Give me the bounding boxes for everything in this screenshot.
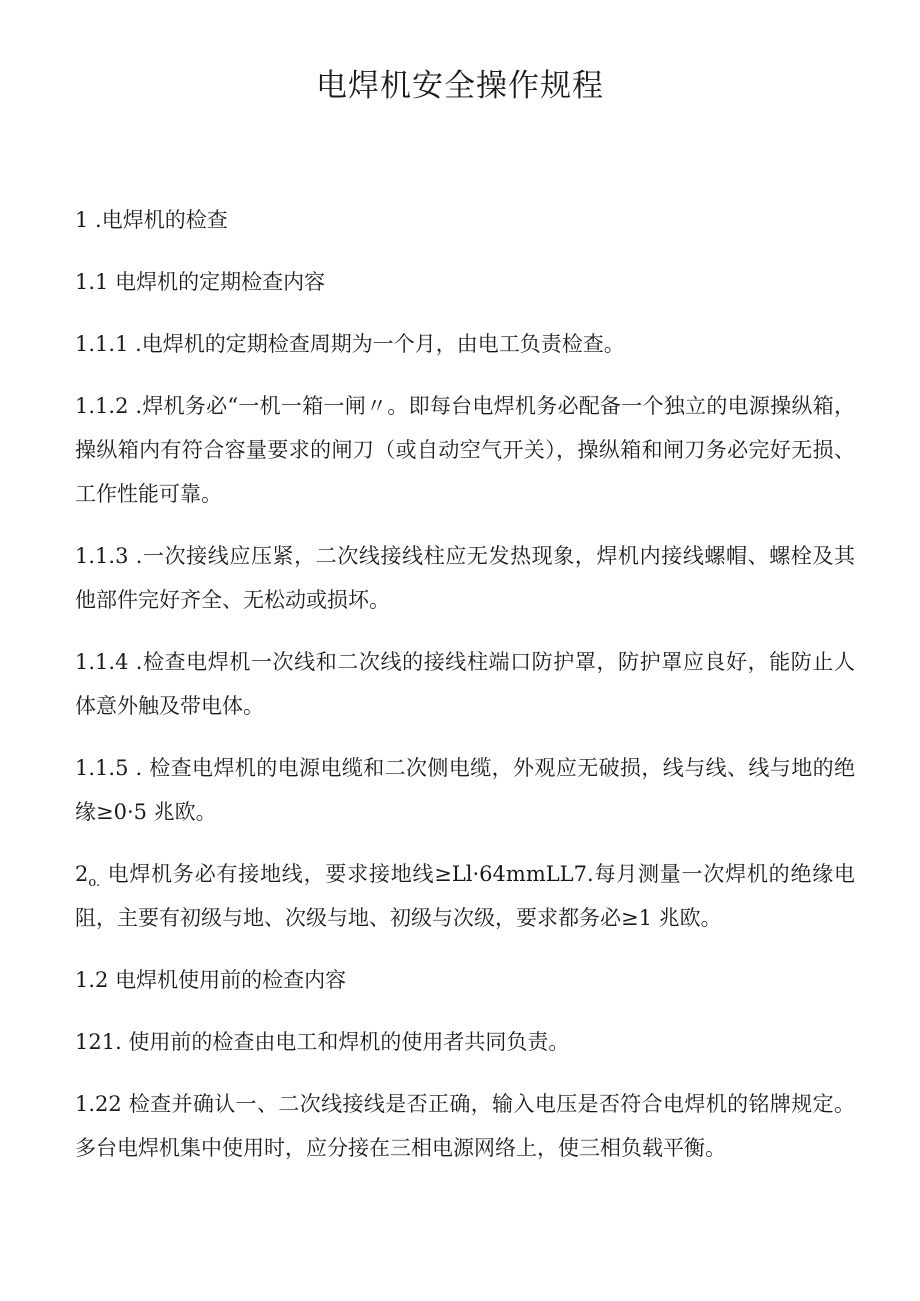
document-body — [75, 198, 855, 1188]
paragraph-5: 1.1.3 .一次接线应压紧，二次线接线柱应无发热现象，焊机内接线螺帽、螺栓及其他部件完好齐全、无松动或损坏。 — [75, 544, 855, 612]
paragraph-8-subscript: o. — [88, 875, 101, 891]
paragraph-8-number: 2 — [75, 862, 89, 886]
paragraph-11: 1.22 检查并确认一、二次线接线是否正确，输入电压是否符合电焊机的铭牌规定。多台电焊机集中使用时，应分接在三相电源网络上，使三相负载平衡。 — [75, 1092, 855, 1160]
paragraph-7: 1.1.5 . 检查电焊机的电源电缆和二次侧电缆，外观应无破损，线与线、线与地的绝缘≥0·5 兆欧。 — [75, 756, 855, 824]
paragraph-3: 1.1.1 .电焊机的定期检查周期为一个月，由电工负责检查。 — [75, 332, 625, 356]
paragraph-8-text: 电焊机务必有接地线，要求接地线≥Ll·64mmLL7.每月测量一次焊机的绝缘电阻，主要有初级与地、次级与地、初级与次级，要求都务必≥1 兆欧。 — [75, 862, 856, 930]
document-title: 电焊机安全操作规程 — [316, 68, 604, 104]
paragraph-1: 1 .电焊机的检查 — [75, 208, 228, 232]
paragraph-10: 121. 使用前的检查由电工和焊机的使用者共同负责。 — [75, 1030, 570, 1054]
paragraph-8 — [75, 852, 855, 940]
paragraph-9: 1.2 电焊机使用前的检查内容 — [75, 968, 347, 992]
paragraph-4: 1.1.2 .焊机务必“一机一箱一闸〃。即每台电焊机务必配备一个独立的电源操纵箱，操纵箱内有符合容量要求的闸刀（或自动空气开关），操纵箱和闸刀务必完好无损、工作性能可靠。 — [75, 394, 855, 506]
paragraph-2: 1.1 电焊机的定期检查内容 — [75, 270, 326, 294]
paragraph-6: 1.1.4 .检查电焊机一次线和二次线的接线柱端口防护罩，防护罩应良好，能防止人体意外触及带电体。 — [75, 650, 855, 718]
